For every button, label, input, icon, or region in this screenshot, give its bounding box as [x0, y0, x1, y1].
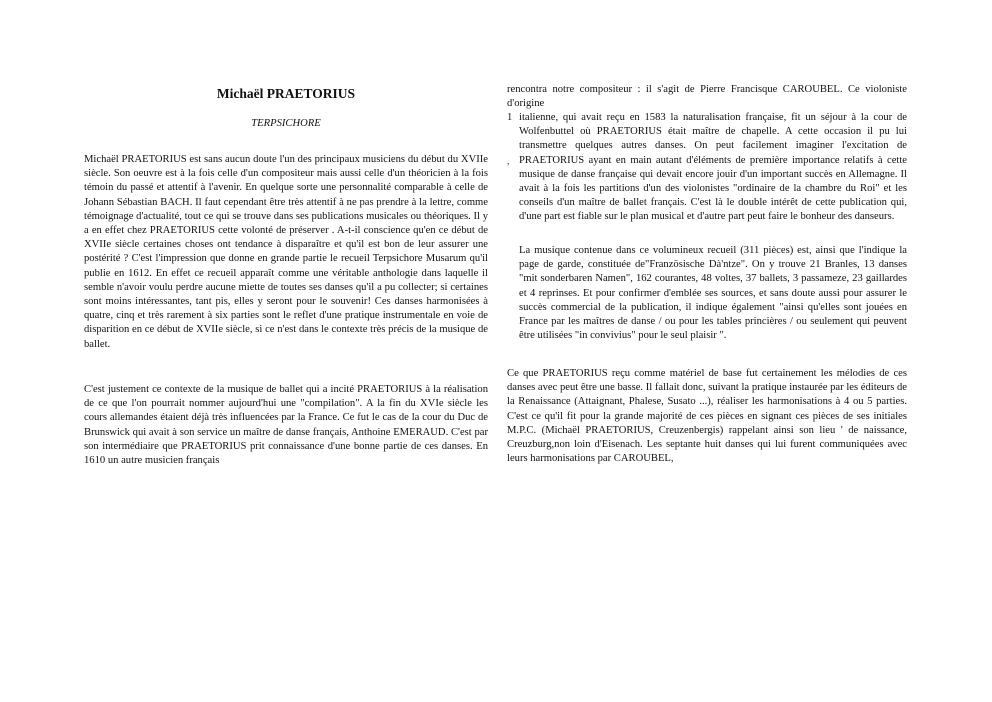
- document-title: Michaël PRAETORIUS: [216, 86, 356, 101]
- numbered-paragraph: [507, 111, 907, 225]
- paragraph: Michaël PRAETORIUS est sans aucun doute l'un des principaux musiciens du début du XVIIe siècle. Son oeuvre est à la fois celle d'un compositeur mais aussi celle d'un théoricien à la fois témoin du passé et attentif à l'avenir. En quelque sorte une personnalité comparable à celle de Johann Sébastian BACH. Il faut cependant être très attentif à ne pas prendre à la lettre, comme témoignage d'actualité, tout ce qui se trouve dans ses publications musicales ou théoriques. Il y a en effet chez PRAETORIUS cette volonté de préserver . A-t-il conscience qu'en ce début de XVIIe siècle certaines choses ont tendance à disparaître et qu'il est bon de leur assurer une postérité ? C'est l'impression que donne en grande partie le recueil Terpsichore Musarum qu'il publie en 1612. En effet ce recueil apparaît comme une véritable anthologie dans laquelle il semble n'avoir voulu perdre aucune miette de toutes ses danses qu'il a pu collecter; si certaines sont moins intéressantes, tant pis, elles y seront pour le souvenir! Ces danses harmonisées à quatre, cinq et très rarement à six parties sont le reflet d'une pratique instrumentale en voie de disparition en ce début de XVIIe siècle, si ce n'est dans le contexte très précis de la musique de ballet.: [84, 154, 488, 350]
- paragraph: C'est justement ce contexte de la musique de ballet qui a incité PRAETORIUS à la réalisation de ce que l'on pourrait nommer aujourd'hui une "compilation". A la fin du XVIe siècle les cours allemandes étaient déjà très influencées par la France. Ce fut le cas de la cour du Duc de Brunswick qui avait à son service un maître de danse français, Anthoine EMERAUD. C'est par son intermédiaire que PRAETORIUS prit connaissance d'une bonne partie de ces danses. En 1610 un autre musicien français: [84, 384, 488, 467]
- document-subtitle: TERPSICHORE: [251, 118, 321, 129]
- indented-paragraph: La musique contenue dans ce volumineux recueil (311 pièces) est, ainsi que l'indique la page de garde, constituée de"Französische Dà'ntze". On y trouve 21 Branles, 13 danses "mit sonderbaren Namen", 162 courantes, 48 voltes, 37 ballets, 3 passameze, 23 gaillardes et 4 reprinses. Et pour confirmer d'emblée ses sources, et sans doute aussi pour assurer le succès commercial de la publication, il indique également "ainsi qu'elles sont jouées en France par les maîtres de danse / ou pour les tables princières / ou seulement qui peuvent être utilisées "in convivius" pour le seul plaisir ".: [519, 245, 907, 342]
- paragraph: rencontra notre compositeur : il s'agit de Pierre Francisque CAROUBEL. Ce violoniste d'origine: [507, 84, 907, 110]
- paragraph: Ce que PRAETORIUS reçu comme matériel de base fut certainement les mélodies de ces danses avec peut être une basse. Il fallait donc, suivant la pratique instaurée par les éditeurs de la Renaissance (Attaignant, Phalese, Susato ...), réaliser les harmonisations à 4 ou 5 parties. C'est ce qu'il fit pour la grande majorité de ces pièces en signant ces pièces de ses initiales M.P.C. (Michaël PRAETORIUS, Creuzenbergis) rappelant ainsi son lieu ' de naissance, Creuzburg,non loin d'Eisenach. Les septante huit danses qui lui furent communiquées avec leurs harmonisations par CAROUBEL,: [507, 368, 907, 465]
- footnote-mark: ,: [507, 156, 510, 166]
- footnote-number: 1: [507, 112, 513, 123]
- paragraph: italienne, qui avait reçu en 1583 la naturalisation française, fit un séjour à la cour de Wolfenbuttel où PRAETORIUS était maître de chapelle. A cette occasion il pu lui transmettre quelques autres danses. On peut facilement imaginer l'excitation de PRAETORIUS ayant en main autant d'éléments de première importance relatifs à cette musique de danse française qui devait encore jouir d'un important succès en Allemagne. Il avait à la fois les partitions d'un des violonistes "ordinaire de la chambre du Roi" et les conseils d'un maître de ballet français. C'est là le double intérêt de cette publication qui, d'une part est fiable sur le plan musical et d'autre part peut faire le bonheur des danseurs.: [519, 112, 907, 223]
